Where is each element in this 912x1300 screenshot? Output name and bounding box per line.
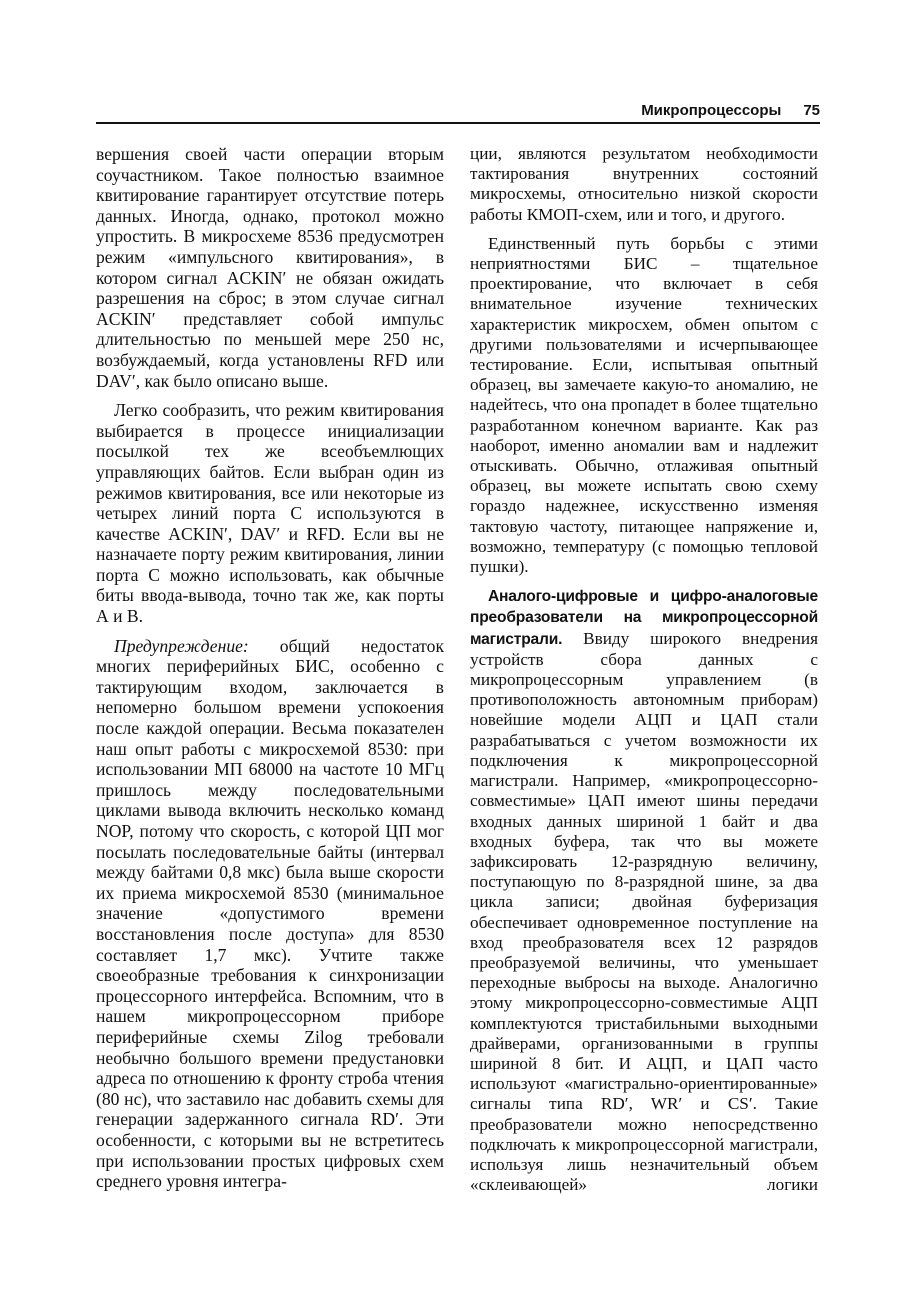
section-run-in-heading: Аналого-цифровые и цифро-аналоговые преобразователи на микропроцессорной магистрали.	[470, 588, 818, 648]
warning-text: общий недостаток многих периферийных БИС, особенно с тактирующим входом, заключается в непомерно большом времени успокоения после каждой операции. Весьма показателен наш опыт работы с микросхемой 8530: при использовании МП 68000 на частоте 10 МГц пришлось между последовательными циклами вывода включить несколько команд NOP, потому что скорость, с которой ЦП мог посылать последовательные байты (интервал между байтами 0,8 мкс) была выше скорости их приема микросхемой 8530 (минимальное значение «допустимого времени восстановления после доступа» для 8530 составляет 1,7 мкс). Учтите также своеобразные требования к синхронизации процессорного интерфейса. Вспомним, что в нашем микропроцессорном приборе периферийные схемы Zilog требовали необычно большого времени предустановки адреса по отношению к фронту строба чтения (80 нс), что заставило нас добавить схемы для генерации задержанного сигнала RD′. Эти особенности, с которыми вы не встретитесь при использовании простых цифровых схем среднего уровня интегра-	[96, 635, 444, 1192]
paragraph-adc-dac	[470, 586, 818, 1195]
paragraph: Легко сообразить, что режим квитирования выбирается в процессе инициализации посылкой тех же всеобъемлющих управляющих байтов. Если выбран один из режимов квитирования, все или некоторые из четырех линий порта С используются в качестве ACKIN′, DAV′ и RFD. Если вы не назначаете порту режим квитирования, линии порта С можно использовать, как обычные биты ввода-вывода, точно так же, как порты А и В.	[96, 400, 444, 627]
right-column	[470, 144, 818, 1195]
left-column	[96, 144, 444, 1192]
header-title: Микропроцессоры	[641, 102, 782, 119]
section-text: Ввиду широкого внедрения устройств сбора данных с микропроцессорным управлением (в противоположность автономным приборам) новейшие модели АЦП и ЦАП стали разрабатываться с учетом возможности их подключения к микропроцессорной магистрали. Например, «микропроцессорно-совместимые» ЦАП имеют шины передачи входных данных шириной 1 байт и два входных буфера, так что вы можете зафиксировать 12-разрядную величину, поступающую по 8-разрядной шине, за два цикла записи; двойная буферизация обеспечивает одновременное поступление на вход преобразователя всех 12 разрядов преобразуемой величины, что уменьшает переходные выбросы на выходе. Аналогично этому микропроцессорно-совместимые АЦП комплектуются тристабильными выходными драйверами, организованными в группы шириной 8 бит. И АЦП, и ЦАП часто используют «магистрально-ориентированные» сигналы типа RD′, WR′ и CS′. Такие преобразователи можно непосредственно подключать к микропроцессорной магистрали, используя лишь незначительный объем «склеивающей» логики	[470, 628, 818, 1195]
paragraph: Единственный путь борьбы с этими неприятностями БИС – тщательное проектирование, что включает в себя внимательное изучение технических характеристик микросхем, обмен опытом с другими пользователями и исчерпывающее тестирование. Если, испытывая опытный образец, вы замечаете какую-то аномалию, не надейтесь, что она пропадет в более тщательно разработанном конечном варианте. Как раз наоборот, именно аномалии вам и надлежит отыскивать. Обычно, отлаживая опытный образец, вы можете испытать свою схему гораздо надежнее, искусственно изменяя тактовую частоту, питающее напряжение и, возможно, температуру (с помощью тепловой пушки).	[470, 233, 818, 577]
running-header	[96, 100, 820, 124]
paragraph-warning	[96, 636, 444, 1192]
paragraph-continued: вершения своей части операции вторым соучастником. Такое полностью взаимное квитирование гарантирует отсутствие потерь данных. Иногда, однако, протокол можно упростить. В микросхеме 8536 предусмотрен режим «импульсного квитирования», в котором сигнал ACKIN′ не обязан ожидать разрешения на сброс; в этом случае сигнал ACKIN′ представляет собой импульс длительностью по меньшей мере 250 нс, возбуждаемый, когда установлены RFD или DAV′, как было описано выше.	[96, 144, 444, 391]
page-number: 75	[803, 102, 820, 119]
warning-label: Предупреждение:	[114, 635, 249, 656]
paragraph-continued: ции, являются результатом необходимости тактирования внутренних состояний микросхемы, относительно низкой скорости работы КМОП-схем, или и того, и другого.	[470, 144, 818, 224]
